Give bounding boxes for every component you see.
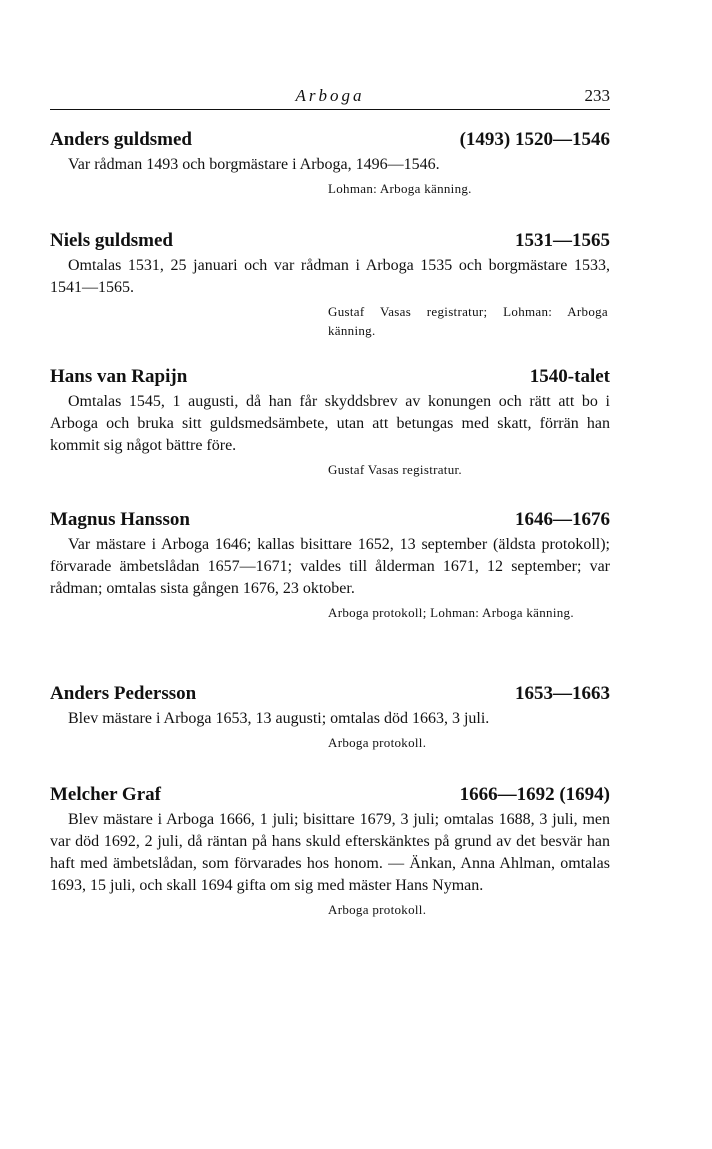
page-number: 233 (584, 86, 610, 105)
entry-years: 1531—1565 (515, 230, 610, 251)
entry-years: 1653—1663 (515, 683, 610, 704)
entry-niels-guldsmed (50, 229, 610, 340)
entry-melcher-graf (50, 783, 610, 919)
entry-years: (1493) 1520—1546 (459, 129, 610, 150)
entry-source: Arboga protokoll; Lohman: Arboga känning. (328, 605, 574, 620)
entry-magnus-hansson (50, 508, 610, 622)
entry-name: Melcher Graf (50, 784, 161, 805)
entry-source: Lohman: Arboga känning. (328, 181, 472, 196)
entry-hans-van-rapijn (50, 365, 610, 479)
entry-name: Magnus Hansson (50, 509, 190, 530)
header-rule (50, 109, 610, 110)
entry-name: Anders Pedersson (50, 683, 197, 704)
entry-text: Var rådman 1493 och borgmästare i Arboga, 1496—1546. (68, 156, 440, 173)
entry-text: Var mästare i Arboga 1646; kallas bisittare 1652, 13 september (äldsta protokoll); förvarade ämbetslådan 1657—1671; valdes till ålderman 1671, 12 september; var rådman; omtalas sista gången 1676, 23 oktober. (50, 536, 610, 597)
running-title: Arboga (295, 86, 365, 105)
entry-years: 1666—1692 (1694) (459, 784, 610, 805)
entry-source: Arboga protokoll. (328, 902, 427, 917)
entry-anders-guldsmed (50, 128, 610, 198)
entry-name: Anders guldsmed (50, 129, 192, 150)
entry-source: Arboga protokoll. (328, 735, 427, 750)
entry-years: 1646—1676 (515, 509, 610, 530)
entry-text: Omtalas 1545, 1 augusti, då han får skyddsbrev av konungen och rätt att bo i Arboga och bruka sitt guldsmedsämbete, utan att betungas med skatt, förrän han kommit sig något bättre före. (50, 393, 610, 454)
entry-source: Gustaf Vasas registratur. (328, 462, 462, 477)
entry-anders-pedersson (50, 682, 610, 752)
entry-years: 1540-talet (529, 366, 610, 387)
entry-name: Niels guldsmed (50, 230, 173, 251)
running-header (50, 84, 610, 110)
entry-text: Blev mästare i Arboga 1653, 13 augusti; omtalas död 1663, 3 juli. (68, 710, 490, 727)
entry-name: Hans van Rapijn (50, 366, 188, 387)
entry-source: Gustaf Vasas registratur; Lohman: Arboga känning. (328, 304, 608, 338)
entry-text: Omtalas 1531, 25 januari och var rådman i Arboga 1535 och borgmästare 1533, 1541—1565. (50, 257, 610, 296)
entry-text: Blev mästare i Arboga 1666, 1 juli; bisittare 1679, 3 juli; omtalas 1688, 3 juli, men var död 1692, 2 juli, då räntan på hans skuld efterskänktes på grund av det besvär han haft med ämbetslådan, som förvarades hos honom. — Änkan, Anna Ahlman, omtalas 1693, 15 juli, och skall 1694 gifta om sig med mäster Hans Nyman. (50, 811, 610, 894)
